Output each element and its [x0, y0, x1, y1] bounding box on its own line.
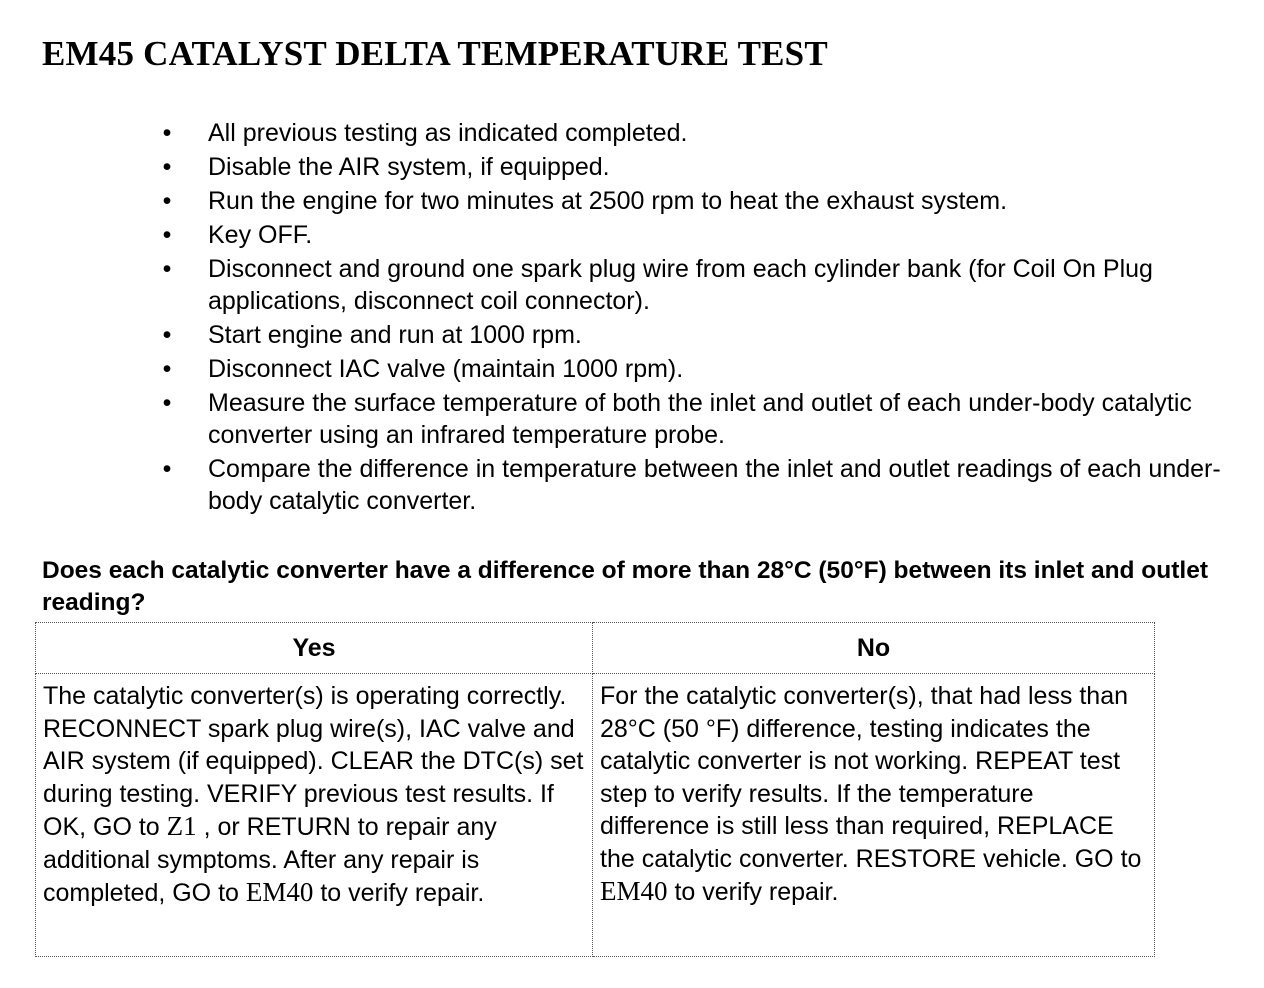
procedure-step	[160, 353, 1240, 385]
procedure-step-text: Start engine and run at 1000 rpm.	[208, 321, 582, 349]
page-title: EM45 CATALYST DELTA TEMPERATURE TEST	[42, 34, 828, 73]
bullet-icon: •	[162, 187, 172, 215]
bullet-icon: •	[162, 221, 172, 249]
procedure-step	[160, 319, 1240, 351]
z1-reference-link[interactable]: Z1	[166, 811, 197, 841]
procedure-step-text: Disconnect and ground one spark plug wire from each cylinder bank (for Coil On Plug applications, disconnect coil connector).	[208, 255, 1153, 315]
procedure-step-text: Disable the AIR system, if equipped.	[208, 153, 610, 181]
bullet-icon: •	[162, 355, 172, 383]
bullet-icon: •	[162, 153, 172, 181]
procedure-step	[160, 253, 1240, 317]
yes-result-text: , or RETURN to repair any additional symptoms. After any repair is completed, GO to	[43, 813, 497, 907]
em40-reference-link[interactable]: EM40	[245, 877, 314, 907]
procedure-step	[160, 453, 1240, 517]
yes-result-cell	[36, 674, 593, 957]
result-table	[35, 622, 1155, 957]
procedure-step-text: Key OFF.	[208, 221, 313, 249]
bullet-icon: •	[162, 455, 172, 483]
bullet-icon: •	[162, 321, 172, 349]
procedure-step-text: Disconnect IAC valve (maintain 1000 rpm).	[208, 355, 684, 383]
yes-column-header: Yes	[36, 623, 593, 674]
bullet-icon: •	[162, 119, 172, 147]
yes-result-text: to verify repair.	[320, 879, 485, 907]
procedure-step-text: Run the engine for two minutes at 2500 rpm to heat the exhaust system.	[208, 187, 1008, 215]
em40-reference-link[interactable]: EM40	[600, 876, 668, 906]
test-question: Does each catalytic converter have a difference of more than 28°C (50°F) between its inlet and outlet reading?	[42, 557, 1208, 616]
table-row	[36, 674, 1155, 957]
table-header-row	[36, 623, 1155, 674]
bullet-icon: •	[162, 389, 172, 417]
procedure-step	[160, 387, 1240, 451]
procedure-steps-list	[160, 117, 1240, 519]
no-column-header: No	[593, 623, 1155, 674]
no-result-cell	[593, 674, 1155, 957]
procedure-step-text: Measure the surface temperature of both the inlet and outlet of each under-body catalytic converter using an infrared temperature probe.	[208, 389, 1192, 449]
procedure-step	[160, 185, 1240, 217]
no-result-text: to verify repair.	[674, 878, 839, 906]
procedure-step	[160, 219, 1240, 251]
procedure-step	[160, 117, 1240, 149]
procedure-step	[160, 151, 1240, 183]
procedure-step-text: Compare the difference in temperature between the inlet and outlet readings of each under-body catalytic converter.	[208, 455, 1221, 515]
procedure-step-text: All previous testing as indicated completed.	[208, 119, 688, 147]
bullet-icon: •	[162, 255, 172, 283]
no-result-text: For the catalytic converter(s), that had less than 28°C (50 °F) difference, testing indicates the catalytic converter is not working. REPEAT test step to verify results. If the temperature difference is still less than required, REPLACE the catalytic converter. RESTORE vehicle. GO to	[600, 682, 1142, 873]
yes-result-text: The catalytic converter(s) is operating correctly. RECONNECT spark plug wire(s), IAC valve and AIR system (if equipped). CLEAR the DTC(s) set during testing. VERIFY previous test results. If OK, GO to	[43, 682, 584, 841]
